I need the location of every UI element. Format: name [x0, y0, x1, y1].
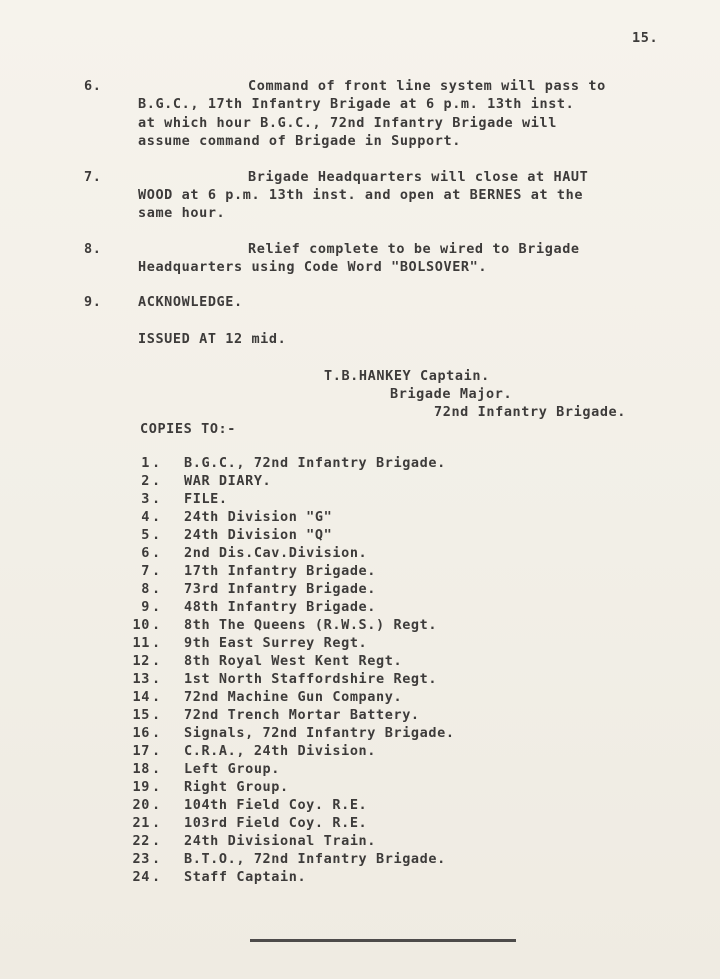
copy-number: 17: [132, 743, 150, 759]
copy-number: 8: [141, 581, 150, 597]
copy-recipient: 24th Division "Q": [184, 527, 333, 543]
list-item: 20 . 104th Field Coy. R.E.: [0, 797, 720, 815]
copy-recipient: 72nd Machine Gun Company.: [184, 689, 403, 705]
copy-number: 7: [141, 563, 150, 579]
copy-recipient: 1st North Staffordshire Regt.: [184, 671, 438, 687]
copy-number: 2: [141, 473, 150, 489]
copy-recipient: Right Group.: [184, 779, 289, 795]
paragraph-line: WOOD at 6 p.m. 13th inst. and open at BERNES at the: [138, 187, 584, 203]
copy-recipient: FILE.: [184, 491, 228, 507]
list-item: 14 . 72nd Machine Gun Company.: [0, 689, 720, 707]
paragraph-line: at which hour B.G.C., 72nd Infantry Brigade will: [138, 115, 557, 131]
copy-number: 15: [132, 707, 150, 723]
list-item: 9 . 48th Infantry Brigade.: [0, 599, 720, 617]
copy-recipient: 73rd Infantry Brigade.: [184, 581, 377, 597]
copy-recipient: 8th The Queens (R.W.S.) Regt.: [184, 617, 438, 633]
list-item: 16 . Signals, 72nd Infantry Brigade.: [0, 725, 720, 743]
copy-recipient: 103rd Field Coy. R.E.: [184, 815, 368, 831]
copy-number: 13: [132, 671, 150, 687]
paragraph-number: 9.: [84, 294, 102, 310]
copy-recipient: Signals, 72nd Infantry Brigade.: [184, 725, 455, 741]
copy-number: 3: [141, 491, 150, 507]
copy-recipient: 24th Division "G": [184, 509, 333, 525]
paragraph-line: Headquarters using Code Word "BOLSOVER".: [138, 259, 488, 275]
issued-line: ISSUED AT 12 mid.: [138, 331, 287, 347]
list-item: 5 . 24th Division "Q": [0, 527, 720, 545]
copy-recipient: 48th Infantry Brigade.: [184, 599, 377, 615]
list-item: 17 . C.R.A., 24th Division.: [0, 743, 720, 761]
page-number: 15.: [632, 30, 659, 46]
list-item: 23 . B.T.O., 72nd Infantry Brigade.: [0, 851, 720, 869]
paragraph-number: 8.: [84, 241, 102, 257]
closing-rule: [250, 939, 516, 942]
list-item: 12 . 8th Royal West Kent Regt.: [0, 653, 720, 671]
list-item: 1 . B.G.C., 72nd Infantry Brigade.: [0, 455, 720, 473]
paragraph-line: Relief complete to be wired to Brigade: [248, 241, 580, 257]
list-item: 21 . 103rd Field Coy. R.E.: [0, 815, 720, 833]
paragraph-number: 6.: [84, 78, 102, 94]
list-item: 22 . 24th Divisional Train.: [0, 833, 720, 851]
copy-number: 16: [132, 725, 150, 741]
list-item: 18 . Left Group.: [0, 761, 720, 779]
list-item: 4 . 24th Division "G": [0, 509, 720, 527]
signature-role: Brigade Major.: [390, 386, 513, 402]
list-item: 8 . 73rd Infantry Brigade.: [0, 581, 720, 599]
copy-recipient: 8th Royal West Kent Regt.: [184, 653, 403, 669]
copy-number: 24: [132, 869, 150, 885]
copy-recipient: 24th Divisional Train.: [184, 833, 377, 849]
list-item: 24 . Staff Captain.: [0, 869, 720, 887]
list-item: 13 . 1st North Staffordshire Regt.: [0, 671, 720, 689]
signature-unit: 72nd Infantry Brigade.: [434, 404, 627, 420]
copy-recipient: WAR DIARY.: [184, 473, 272, 489]
copy-number: 9: [141, 599, 150, 615]
list-item: 15 . 72nd Trench Mortar Battery.: [0, 707, 720, 725]
copy-number: 5: [141, 527, 150, 543]
copy-number: 11: [132, 635, 150, 651]
list-item: 10 . 8th The Queens (R.W.S.) Regt.: [0, 617, 720, 635]
paragraph-line: assume command of Brigade in Support.: [138, 133, 461, 149]
paragraph-line: ACKNOWLEDGE.: [138, 294, 243, 310]
paragraph-line: Brigade Headquarters will close at HAUT: [248, 169, 589, 185]
copy-recipient: Left Group.: [184, 761, 281, 777]
copy-recipient: C.R.A., 24th Division.: [184, 743, 377, 759]
copy-number: 18: [132, 761, 150, 777]
copy-number: 12: [132, 653, 150, 669]
copy-recipient: Staff Captain.: [184, 869, 307, 885]
copy-recipient: 104th Field Coy. R.E.: [184, 797, 368, 813]
copy-number: 10: [132, 617, 150, 633]
copy-recipient: 17th Infantry Brigade.: [184, 563, 377, 579]
copy-number: 22: [132, 833, 150, 849]
copy-number: 19: [132, 779, 150, 795]
list-item: 6 . 2nd Dis.Cav.Division.: [0, 545, 720, 563]
paragraph-line: Command of front line system will pass to: [248, 78, 606, 94]
copy-recipient: 9th East Surrey Regt.: [184, 635, 368, 651]
copy-recipient: 72nd Trench Mortar Battery.: [184, 707, 420, 723]
copy-number: 1: [141, 455, 150, 471]
list-item: 2 . WAR DIARY.: [0, 473, 720, 491]
copy-recipient: B.T.O., 72nd Infantry Brigade.: [184, 851, 446, 867]
copy-number: 20: [132, 797, 150, 813]
signature-name: T.B.HANKEY Captain.: [324, 368, 490, 384]
copy-number: 6: [141, 545, 150, 561]
copy-number: 4: [141, 509, 150, 525]
list-item: 19 . Right Group.: [0, 779, 720, 797]
copy-recipient: B.G.C., 72nd Infantry Brigade.: [184, 455, 446, 471]
paragraph-line: same hour.: [138, 205, 226, 221]
copy-recipient: 2nd Dis.Cav.Division.: [184, 545, 368, 561]
paragraph-line: B.G.C., 17th Infantry Brigade at 6 p.m. 13th inst.: [138, 96, 575, 112]
copy-number: 23: [132, 851, 150, 867]
copies-heading: COPIES TO:-: [140, 421, 237, 437]
paragraph-number: 7.: [84, 169, 102, 185]
list-item: 3 . FILE.: [0, 491, 720, 509]
list-item: 7 . 17th Infantry Brigade.: [0, 563, 720, 581]
list-item: 11 . 9th East Surrey Regt.: [0, 635, 720, 653]
copy-number: 14: [132, 689, 150, 705]
copy-number: 21: [132, 815, 150, 831]
